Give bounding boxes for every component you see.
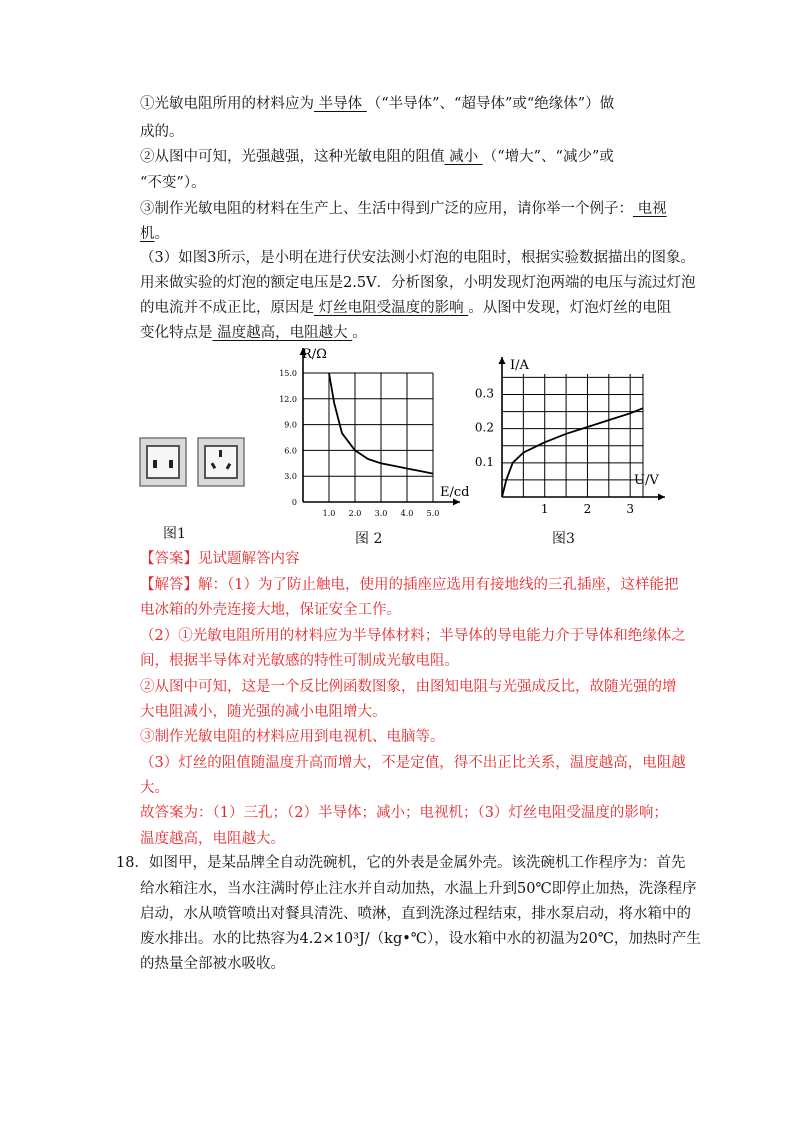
y-tick-label: 0.3 — [474, 386, 494, 401]
q2-line-1: ②从图中可知，光强越强，这种光敏电阻的阻值 减小 （“增大”、“减少”或 — [140, 149, 614, 165]
p3-line-1: （3）如图3所示，是小明在进行伏安法测小灯泡的电阻时，根据实验数据描出的图象。 — [140, 250, 695, 266]
x-tick-label: 1.0 — [322, 509, 336, 518]
y-axis-arrow-icon — [499, 357, 506, 364]
answer-filament: 灯丝电阻受温度的影响 — [314, 300, 469, 316]
y-axis-label: R/Ω — [302, 347, 327, 362]
p3-line-4: 变化特点是 温度越高，电阻越大 。 — [140, 325, 367, 341]
q2-line-2: “不变”）。 — [140, 175, 206, 191]
final-answer-line-1: 故答案为：（1）三孔；（2）半导体；减小；电视机；（3）灯丝电阻受温度的影响； — [140, 805, 668, 821]
analysis-line-1: 【解答】解：（1）为了防止触电，使用的插座应选用有接地线的三孔插座，这样能把 — [140, 577, 679, 593]
x-axis-arrow-icon — [658, 494, 665, 501]
analysis-line-8: （3）灯丝的阻值随温度升高而增大，不是定值，得不出正比关系，温度越高，电阻越 — [140, 755, 686, 771]
two-pin-socket-icon — [140, 438, 186, 486]
x-tick-label: 3.0 — [374, 509, 388, 518]
q3-line-2: 机。 — [140, 226, 169, 242]
answer-tv-part2: 机 — [140, 226, 155, 242]
p3-line-3: 的电流并不成正比，原因是 灯丝电阻受温度的影响 。从图中发现，灯泡灯丝的电阻 — [140, 300, 672, 316]
analysis-line-6: 大电阻减小，随光强的减小电阻增大。 — [140, 704, 387, 720]
q18-line-4: 废水排出。水的比热容为4.2×10³J/（kg•℃），设水箱中水的初温为20℃，加热时产生 — [140, 931, 701, 947]
y-tick-label: 12.0 — [279, 394, 297, 404]
answer-semiconductor: 半导体 — [314, 96, 367, 112]
q18-line-5: 的热量全部被水吸收。 — [140, 956, 285, 972]
three-pin-socket-icon — [198, 438, 244, 486]
q18-line-1: 18．如图甲，是某品牌全自动洗碗机，它的外表是金属外壳。该洗碗机工作程序为：首先 — [116, 855, 686, 871]
figure-3-chart — [470, 352, 670, 522]
figure-1-sockets — [138, 436, 248, 488]
figure-2-caption: 图 2 — [355, 531, 383, 547]
x-tick-label: 3 — [626, 502, 635, 516]
x-axis-label: U/V — [634, 473, 659, 488]
x-axis-label: E/cd — [440, 485, 470, 500]
x-tick-label: 2.0 — [348, 509, 362, 518]
analysis-line-4: 间，根据半导体对光敏感的特性可制成光敏电阻。 — [140, 653, 459, 669]
q1-line-1: ①光敏电阻所用的材料应为 半导体 （“半导体”、“超导体”或“绝缘体”）做 — [140, 96, 615, 112]
answer-label: 【答案】见试题解答内容 — [140, 551, 300, 567]
y-tick-label: 0 — [291, 498, 297, 507]
analysis-line-2: 电冰箱的外壳连接大地，保证安全工作。 — [140, 602, 401, 618]
x-tick-label: 4.0 — [400, 509, 414, 518]
y-tick-label: 9.0 — [284, 420, 297, 430]
p3-line-2: 用来做实验的灯泡的额定电压是2.5V．分析图象，小明发现灯泡两端的电压与流过灯泡 — [140, 275, 696, 291]
y-tick-label: 6.0 — [284, 446, 297, 456]
final-answer-line-2: 温度越高，电阻越大。 — [140, 831, 285, 847]
figure-1-caption: 图1 — [163, 526, 186, 542]
y-tick-label: 3.0 — [284, 472, 297, 482]
y-tick-label: 0.2 — [474, 420, 494, 435]
y-tick-label: 15.0 — [279, 369, 297, 378]
x-tick-label: 5.0 — [426, 509, 440, 518]
answer-tv-part1: 电视 — [633, 201, 667, 217]
answer-decrease: 减小 — [444, 149, 483, 165]
q3-line-1: ③制作光敏电阻的材料在生产上、生活中得到广泛的应用，请你举一个例子： 电视 — [140, 201, 667, 217]
analysis-line-9: 大。 — [140, 780, 169, 796]
q1-line-2: 成的。 — [140, 124, 184, 140]
analysis-line-5: ②从图中可知，这是一个反比例函数图象，由图知电阻与光强成反比，故随光强的增 — [140, 679, 677, 695]
figure-3-caption: 图3 — [552, 531, 575, 547]
figure-2-chart — [270, 340, 470, 525]
y-axis-label: I/A — [510, 358, 529, 373]
analysis-line-7: ③制作光敏电阻的材料应用到电视机、电脑等。 — [140, 729, 445, 745]
answer-temperature: 温度越高，电阻越大 — [212, 325, 353, 341]
x-tick-label: 1 — [540, 502, 549, 516]
analysis-line-3: （2）①光敏电阻所用的材料应为半导体材料；半导体的导电能力介于导体和绝缘体之 — [140, 628, 686, 644]
q18-line-2: 给水箱注水，当水注满时停止注水并自动加热，水温上升到50℃即停止加热，洗涤程序 — [140, 881, 697, 897]
y-tick-label: 0.1 — [474, 454, 494, 469]
x-tick-label: 2 — [583, 502, 592, 516]
q18-line-3: 启动，水从喷管喷出对餐具清洗、喷淋，直到洗涤过程结束，排水泵启动，将水箱中的 — [140, 906, 691, 922]
